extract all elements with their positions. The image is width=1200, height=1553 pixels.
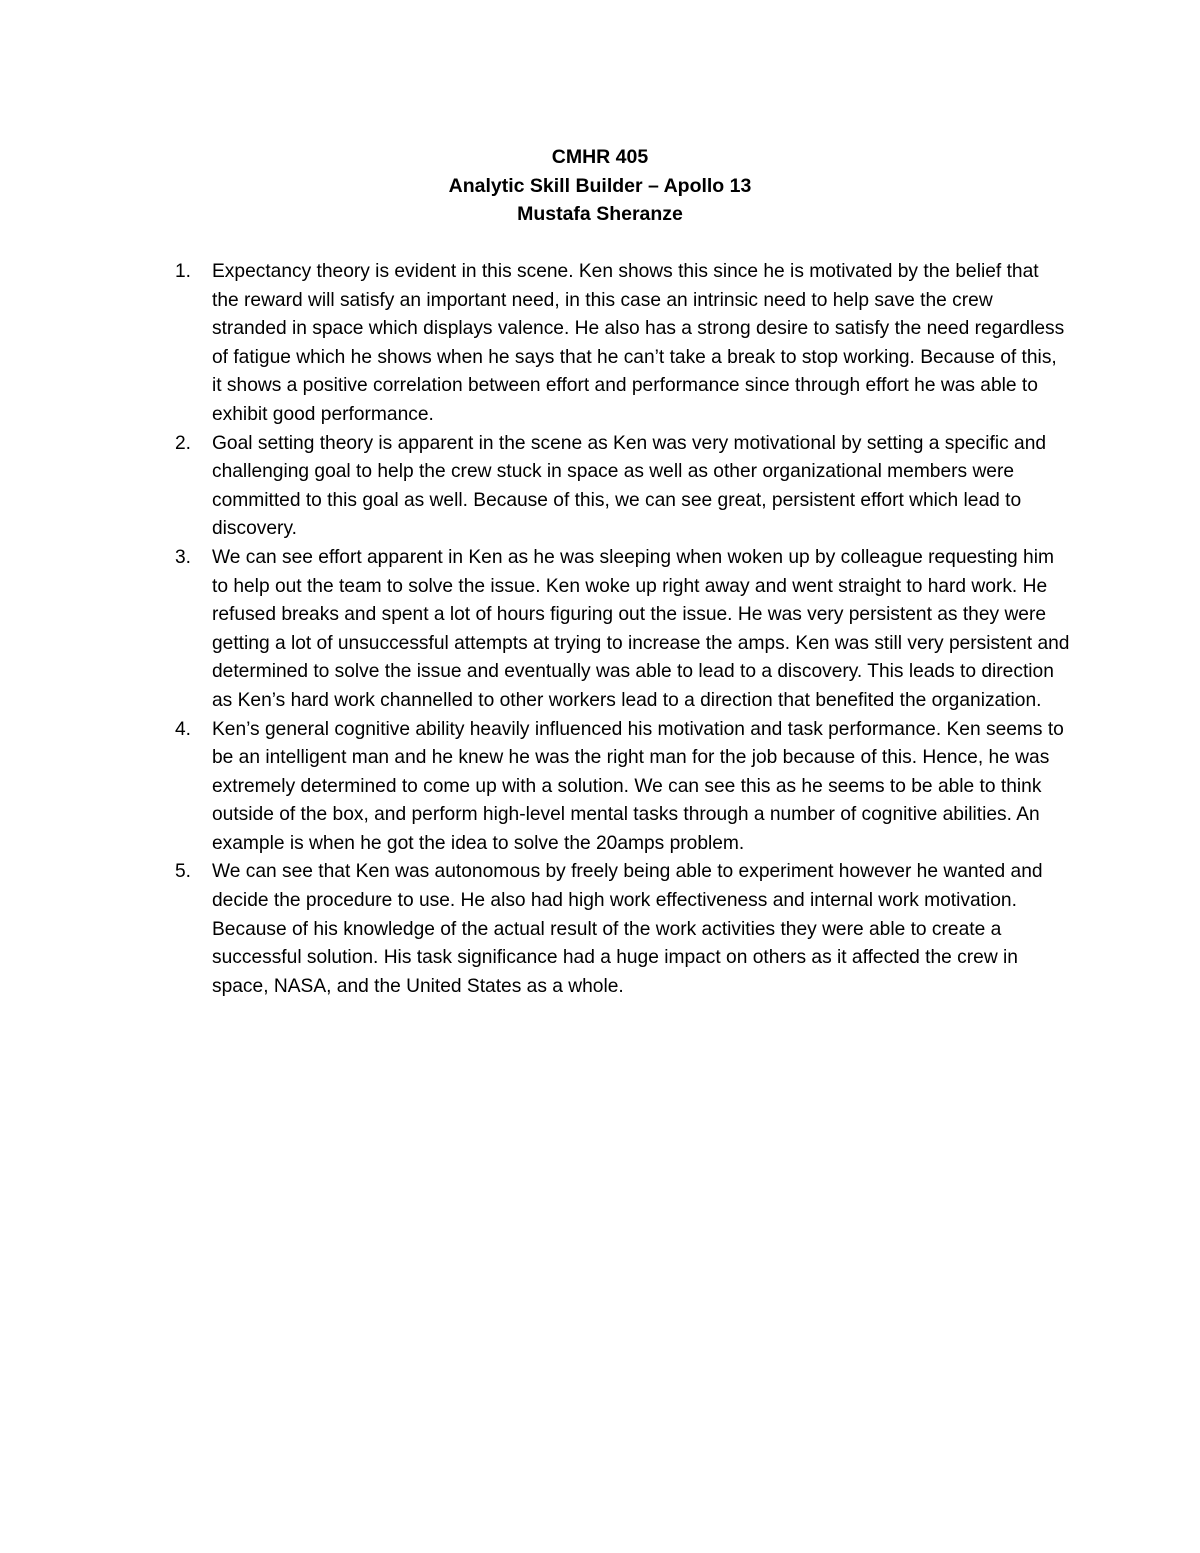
answer-number: 3. <box>175 546 192 568</box>
answer-text: Goal setting theory is apparent in the scene as Ken was very motivational by setting a specific and challenging goal to help the crew stuck in space as well as other organizational members were committed to this goal as well. Because of this, we can see great, persistent effort which lead to discovery. <box>212 432 1047 540</box>
answer-item <box>175 544 1070 716</box>
author-name: Mustafa Sheranze <box>517 203 683 226</box>
answer-number: 4. <box>175 718 192 740</box>
answer-text: We can see effort apparent in Ken as he was sleeping when woken up by colleague requesting him to help out the team to solve the issue. Ken woke up right away and went straight to hard work. He refused breaks and spent a lot of hours figuring out the issue. He was very persistent as they were getting a lot of unsuccessful attempts at trying to increase the amps. Ken was still very persistent and determined to solve the issue and eventually was able to lead to a discovery. This leads to direction as Ken’s hard work channelled to other workers lead to a direction that benefited the organization. <box>212 546 1070 711</box>
answer-number: 1. <box>175 261 192 282</box>
answer-item <box>175 858 1070 1001</box>
answer-item <box>175 716 1070 859</box>
answer-text: We can see that Ken was autonomous by freely being able to experiment however he wanted and decide the procedure to use. He also had high work effectiveness and internal work motivation. Because of his knowledge of the actual result of the work activities they were able to create a successful solution. His task significance had a huge impact on others as it affected the crew in space, NASA, and the United States as a whole. <box>212 861 1043 997</box>
document-header <box>0 143 1200 229</box>
answer-number: 5. <box>175 861 192 883</box>
answer-text: Expectancy theory is evident in this scene. Ken shows this since he is motivated by the belief that the reward will satisfy an important need, in this case an intrinsic need to help save the crew stranded in space which displays valence. He also has a strong desire to satisfy the need regardless of fatigue which he shows when he says that he can’t take a break to stop working. Because of this, it shows a positive correlation between effort and performance since through effort he was able to exhibit good performance. <box>212 261 1065 425</box>
answer-item <box>175 258 1070 430</box>
answer-text: Ken’s general cognitive ability heavily influenced his motivation and task performance. Ken seems to be an intelligent man and he knew he was the right man for the job because of this. Hence, he was extremely determined to come up with a solution. We can see this as he seems to be able to think outside of the box, and perform high-level mental tasks through a number of cognitive abilities. An example is when he got the idea to solve the 20amps problem. <box>212 718 1064 854</box>
answer-list <box>175 258 1070 1001</box>
assignment-title: Analytic Skill Builder – Apollo 13 <box>448 174 752 197</box>
answer-number: 2. <box>175 432 192 454</box>
answer-item <box>175 430 1070 544</box>
course-code: CMHR 405 <box>551 146 649 168</box>
